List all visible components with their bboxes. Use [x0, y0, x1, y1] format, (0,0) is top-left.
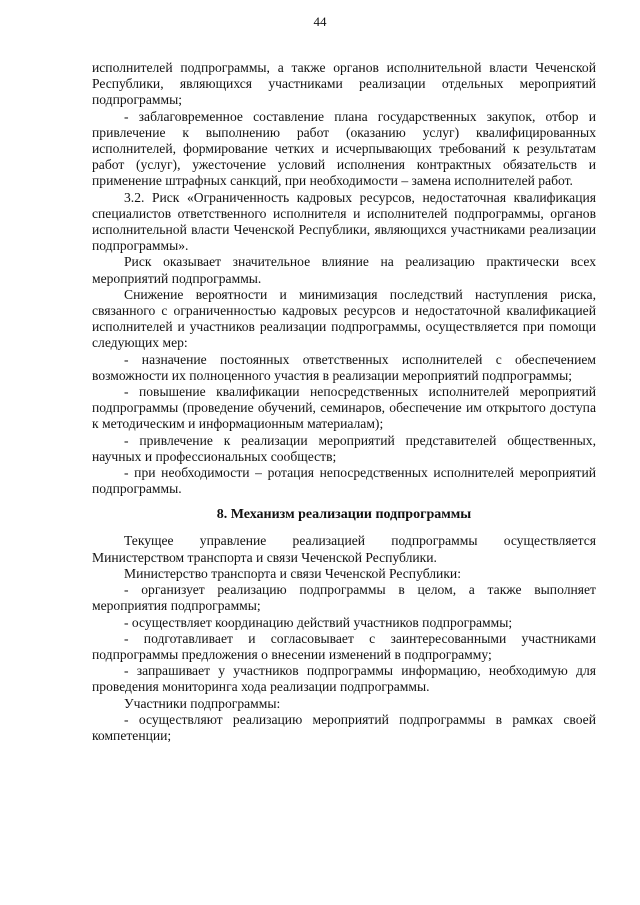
list-item: - осуществляют реализацию мероприятий подпрограммы в рамках своей компетенции; [92, 711, 596, 743]
paragraph: исполнителей подпрограммы, а также органов исполнительной власти Чеченской Республики, являющихся участниками реализации отдельных мероприятий подпрограммы; [92, 60, 596, 108]
paragraphs-top [92, 60, 596, 497]
list-item: - осуществляет координацию действий участников подпрограммы; [124, 614, 513, 630]
paragraph: Текущее управление реализацией подпрограммы осуществляется Министерством транспорта и связи Чеченской Республики. [92, 533, 596, 565]
list-item: - повышение квалификации непосредственных исполнителей мероприятий подпрограммы (проведение обучений, семинаров, обеспечение им открытого доступа к методическим и информационным материалам); [92, 384, 596, 432]
paragraph: 3.2. Риск «Ограниченность кадровых ресурсов, недостаточная квалификация специалистов ответственного исполнителя и исполнителей подпрограммы, органов исполнительной власти Чеченской Республики, являющихся участниками реализации подпрограммы». [92, 189, 596, 254]
paragraph: Риск оказывает значительное влияние на реализацию практически всех мероприятий подпрограммы. [92, 254, 596, 286]
list-item: - при необходимости – ротация непосредственных исполнителей мероприятий подпрограммы. [92, 465, 596, 497]
list-item: - заблаговременное составление плана государственных закупок, отбор и привлечение к выполнению работ (оказанию услуг) квалифицированных исполнителей, формирование четких и исчерпывающих требований к результатам работ (услуг), ужесточение условий исполнения контрактных обязательств и применение штрафных санкций, при необходимости – замена исполнителей работ. [92, 108, 596, 189]
list-item: - привлечение к реализации мероприятий представителей общественных, научных и профессиональных сообществ; [92, 432, 596, 464]
list-item: - назначение постоянных ответственных исполнителей с обеспечением возможности их полноценного участия в реализации мероприятий подпрограммы; [92, 351, 596, 383]
paragraph: Снижение вероятности и минимизация последствий наступления риска, связанного с ограниченностью кадровых ресурсов и недостаточной квалификацией исполнителей и участников реализации подпрограммы, осуществляется при помощи следующих мер: [92, 286, 596, 351]
paragraph: Участники подпрограммы: [124, 695, 281, 711]
paragraph: Министерство транспорта и связи Чеченской Республики: [124, 565, 461, 581]
paragraphs-bottom [92, 533, 596, 744]
list-item: - запрашивает у участников подпрограммы информацию, необходимую для проведения мониторинга хода реализации подпрограммы. [92, 663, 596, 695]
document-body [92, 60, 596, 744]
list-item: - организует реализацию подпрограммы в целом, а также выполняет мероприятия подпрограммы; [92, 582, 596, 614]
section-heading: 8. Механизм реализации подпрограммы [216, 507, 472, 523]
page-number: 44 [313, 14, 327, 29]
list-item: - подготавливает и согласовывает с заинтересованными участниками подпрограммы предложения о внесении изменений в подпрограмму; [92, 630, 596, 662]
